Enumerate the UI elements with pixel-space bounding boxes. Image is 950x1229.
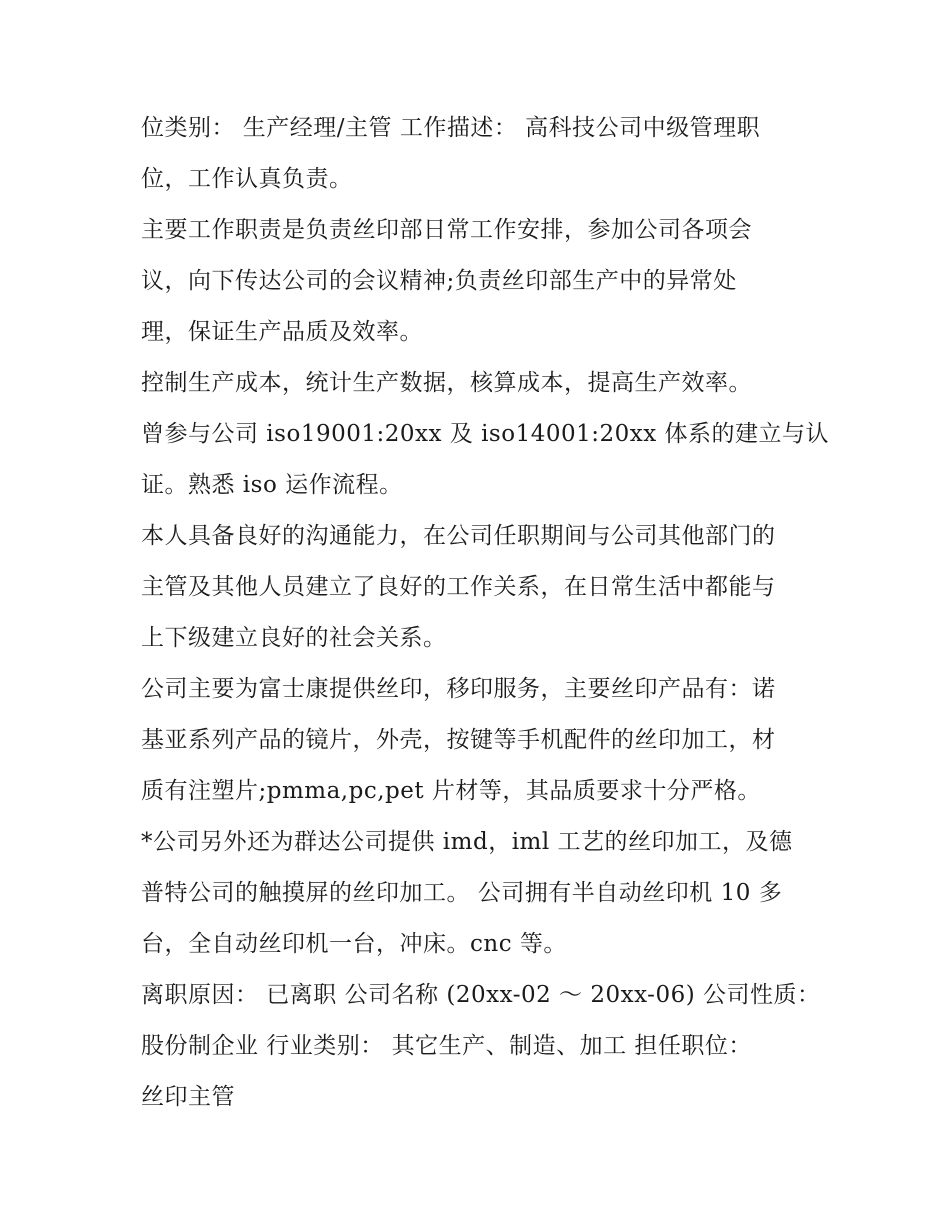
text-line: 上下级建立良好的社会关系。 <box>141 625 447 651</box>
text-line: 曾参与公司 iso19001:20xx 及 iso14001:20xx 体系的建立与认 <box>141 421 830 447</box>
text-line: 理，保证生产品质及效率。 <box>141 319 423 345</box>
document-body <box>141 103 830 1123</box>
text-line: 议，向下传达公司的会议精神;负责丝印部生产中的异常处 <box>141 268 737 294</box>
text-line: *公司另外还为群达公司提供 imd，iml 工艺的丝印加工，及德 <box>141 829 793 855</box>
text-line: 公司主要为富士康提供丝印，移印服务，主要丝印产品有：诺 <box>141 676 776 702</box>
text-line: 丝印主管 <box>141 1084 235 1110</box>
text-line: 位，工作认真负责。 <box>141 166 353 192</box>
text-line: 离职原因： 已离职 公司名称 (20xx-02 ～ 20xx-06) 公司性质： <box>141 982 821 1008</box>
text-line: 位类别： 生产经理/主管 工作描述： 高科技公司中级管理职 <box>141 115 761 141</box>
text-line: 控制生产成本，统计生产数据，核算成本，提高生产效率。 <box>141 370 752 396</box>
text-line: 质有注塑片;pmma,pc,pet 片材等，其品质要求十分严格。 <box>141 778 761 804</box>
text-line: 证。熟悉 iso 运作流程。 <box>141 472 403 498</box>
text-line: 本人具备良好的沟通能力，在公司任职期间与公司其他部门的 <box>141 523 776 549</box>
text-line: 台，全自动丝印机一台，冲床。cnc 等。 <box>141 931 567 957</box>
text-line: 基亚系列产品的镜片，外壳，按键等手机配件的丝印加工，材 <box>141 727 776 753</box>
text-line: 股份制企业 行业类别： 其它生产、制造、加工 担任职位： <box>141 1033 752 1059</box>
text-line: 主要工作职责是负责丝印部日常工作安排，参加公司各项会 <box>141 217 752 243</box>
text-line: 普特公司的触摸屏的丝印加工。 公司拥有半自动丝印机 10 多 <box>141 880 783 906</box>
text-line: 主管及其他人员建立了良好的工作关系，在日常生活中都能与 <box>141 574 776 600</box>
